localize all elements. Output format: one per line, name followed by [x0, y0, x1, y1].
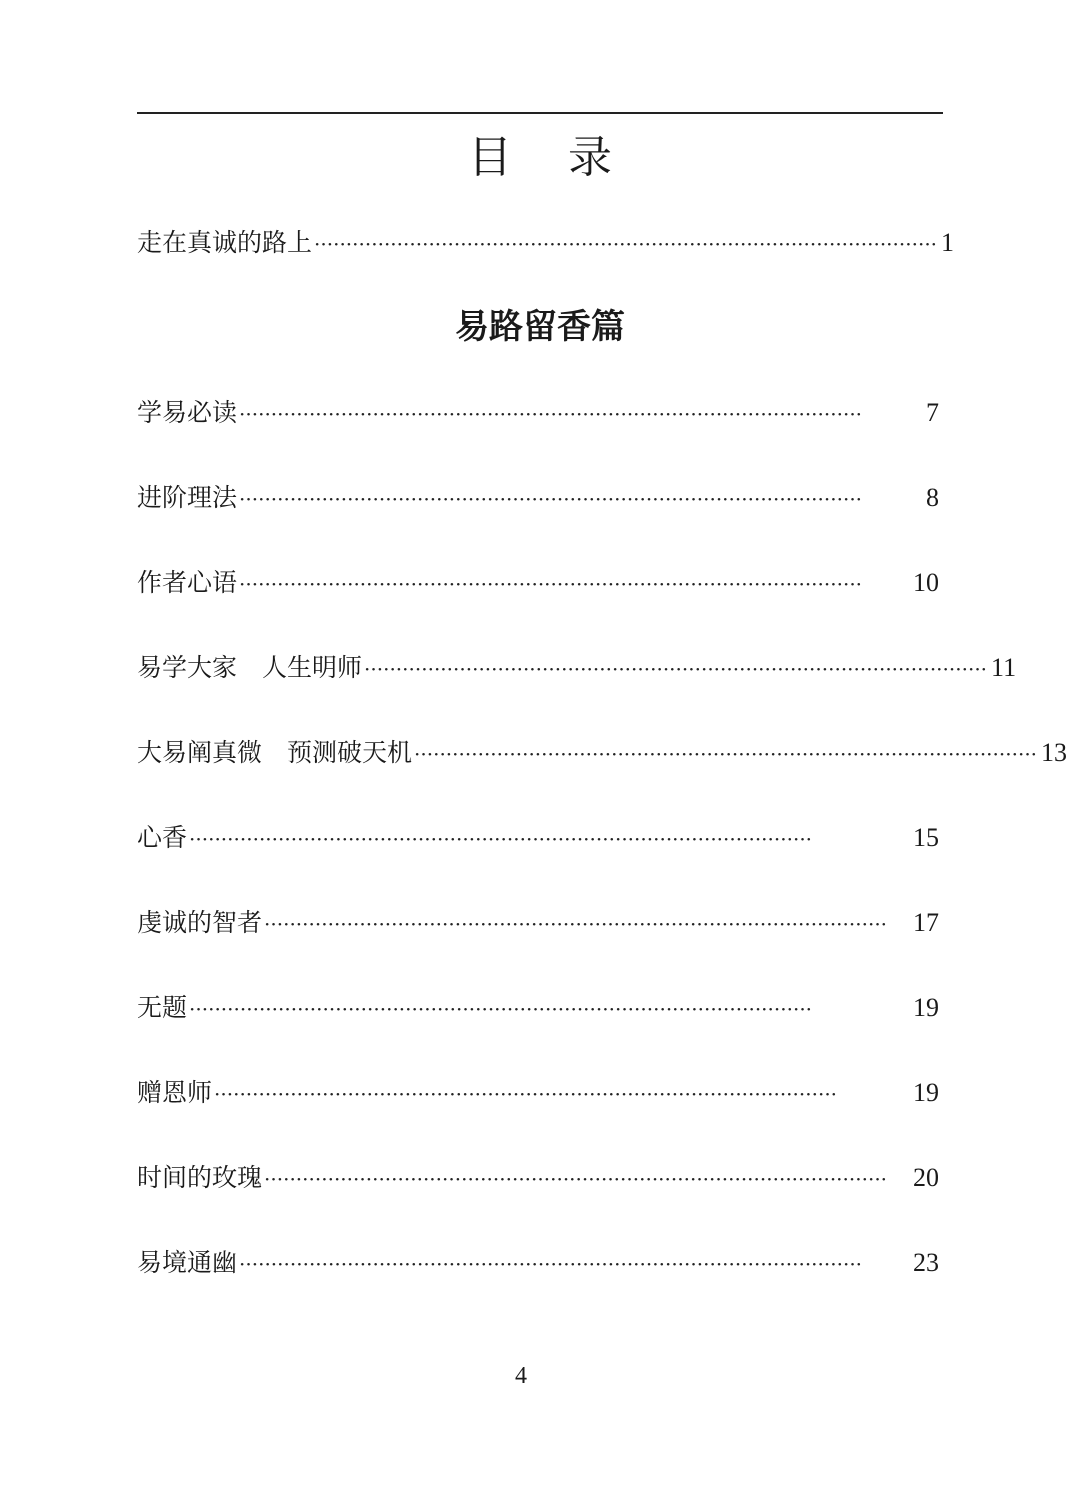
toc-entry-label: 易境通幽	[137, 1248, 238, 1277]
toc-entry-leader: ··································································································	[189, 827, 813, 851]
toc-entry-leader: ··································································································	[239, 402, 863, 426]
toc-entry-leader: ··································································································	[314, 232, 938, 256]
section-heading: 易路留香篇	[455, 307, 625, 347]
toc-entry[interactable]	[137, 648, 1017, 688]
toc-entry-label: 无题	[137, 993, 188, 1022]
toc-entry-page: 15	[913, 823, 939, 852]
toc-entry-page: 8	[926, 483, 939, 512]
toc-entry[interactable]	[137, 1073, 939, 1113]
toc-entry-page: 19	[913, 993, 939, 1022]
toc-entry-page: 11	[991, 653, 1017, 682]
toc-entry-label: 赠恩师	[137, 1078, 213, 1107]
toc-entry-leader: ··································································································	[264, 1167, 888, 1191]
toc-entry-label: 走在真诚的路上	[137, 228, 313, 257]
toc-entry-label: 虔诚的智者	[137, 908, 263, 937]
toc-entry[interactable]	[137, 1158, 939, 1198]
toc-entry-page: 1	[941, 228, 955, 257]
toc-entry-label: 易学大家 人生明师	[137, 653, 363, 682]
header-rule	[137, 112, 943, 114]
toc-entry-leader: ··································································································	[214, 1082, 838, 1106]
toc-entry-leader: ··································································································	[239, 1252, 863, 1276]
toc-entry-page: 10	[913, 568, 939, 597]
toc-entry-label: 作者心语	[137, 568, 238, 597]
toc-entry-label: 心香	[137, 823, 188, 852]
toc-entry-label: 大易阐真微 预测破天机	[137, 738, 413, 767]
toc-entry-page: 23	[913, 1248, 939, 1277]
toc-entry[interactable]	[137, 393, 939, 433]
toc-entry-page: 20	[913, 1163, 939, 1192]
toc-entry-page: 13	[1041, 738, 1067, 767]
toc-entry-page: 7	[926, 398, 939, 427]
toc-entry[interactable]	[137, 1243, 939, 1283]
toc-entry[interactable]	[137, 903, 939, 943]
toc-entry[interactable]	[137, 478, 939, 518]
toc-entry-page: 17	[913, 908, 939, 937]
toc-entry[interactable]	[137, 733, 1067, 773]
toc-entry-page: 19	[913, 1078, 939, 1107]
toc-entry-leader: ··································································································	[264, 912, 888, 936]
toc-title: 目 录	[468, 132, 612, 183]
toc-entry-label: 时间的玫瑰	[137, 1163, 263, 1192]
toc-entry-leader: ··································································································	[189, 997, 813, 1021]
page-number: 4	[515, 1363, 527, 1389]
toc-entry-leader: ··································································································	[239, 572, 863, 596]
toc-entry-leader: ··································································································	[239, 487, 863, 511]
toc-entry[interactable]	[137, 223, 955, 263]
toc-entry-leader: ··································································································	[364, 657, 988, 681]
toc-entry-leader: ··································································································	[414, 742, 1038, 766]
toc-entry[interactable]	[137, 818, 939, 858]
toc-entry[interactable]	[137, 563, 939, 603]
toc-entry-label: 学易必读	[137, 398, 238, 427]
toc-entry-label: 进阶理法	[137, 483, 238, 512]
toc-entry[interactable]	[137, 988, 939, 1028]
